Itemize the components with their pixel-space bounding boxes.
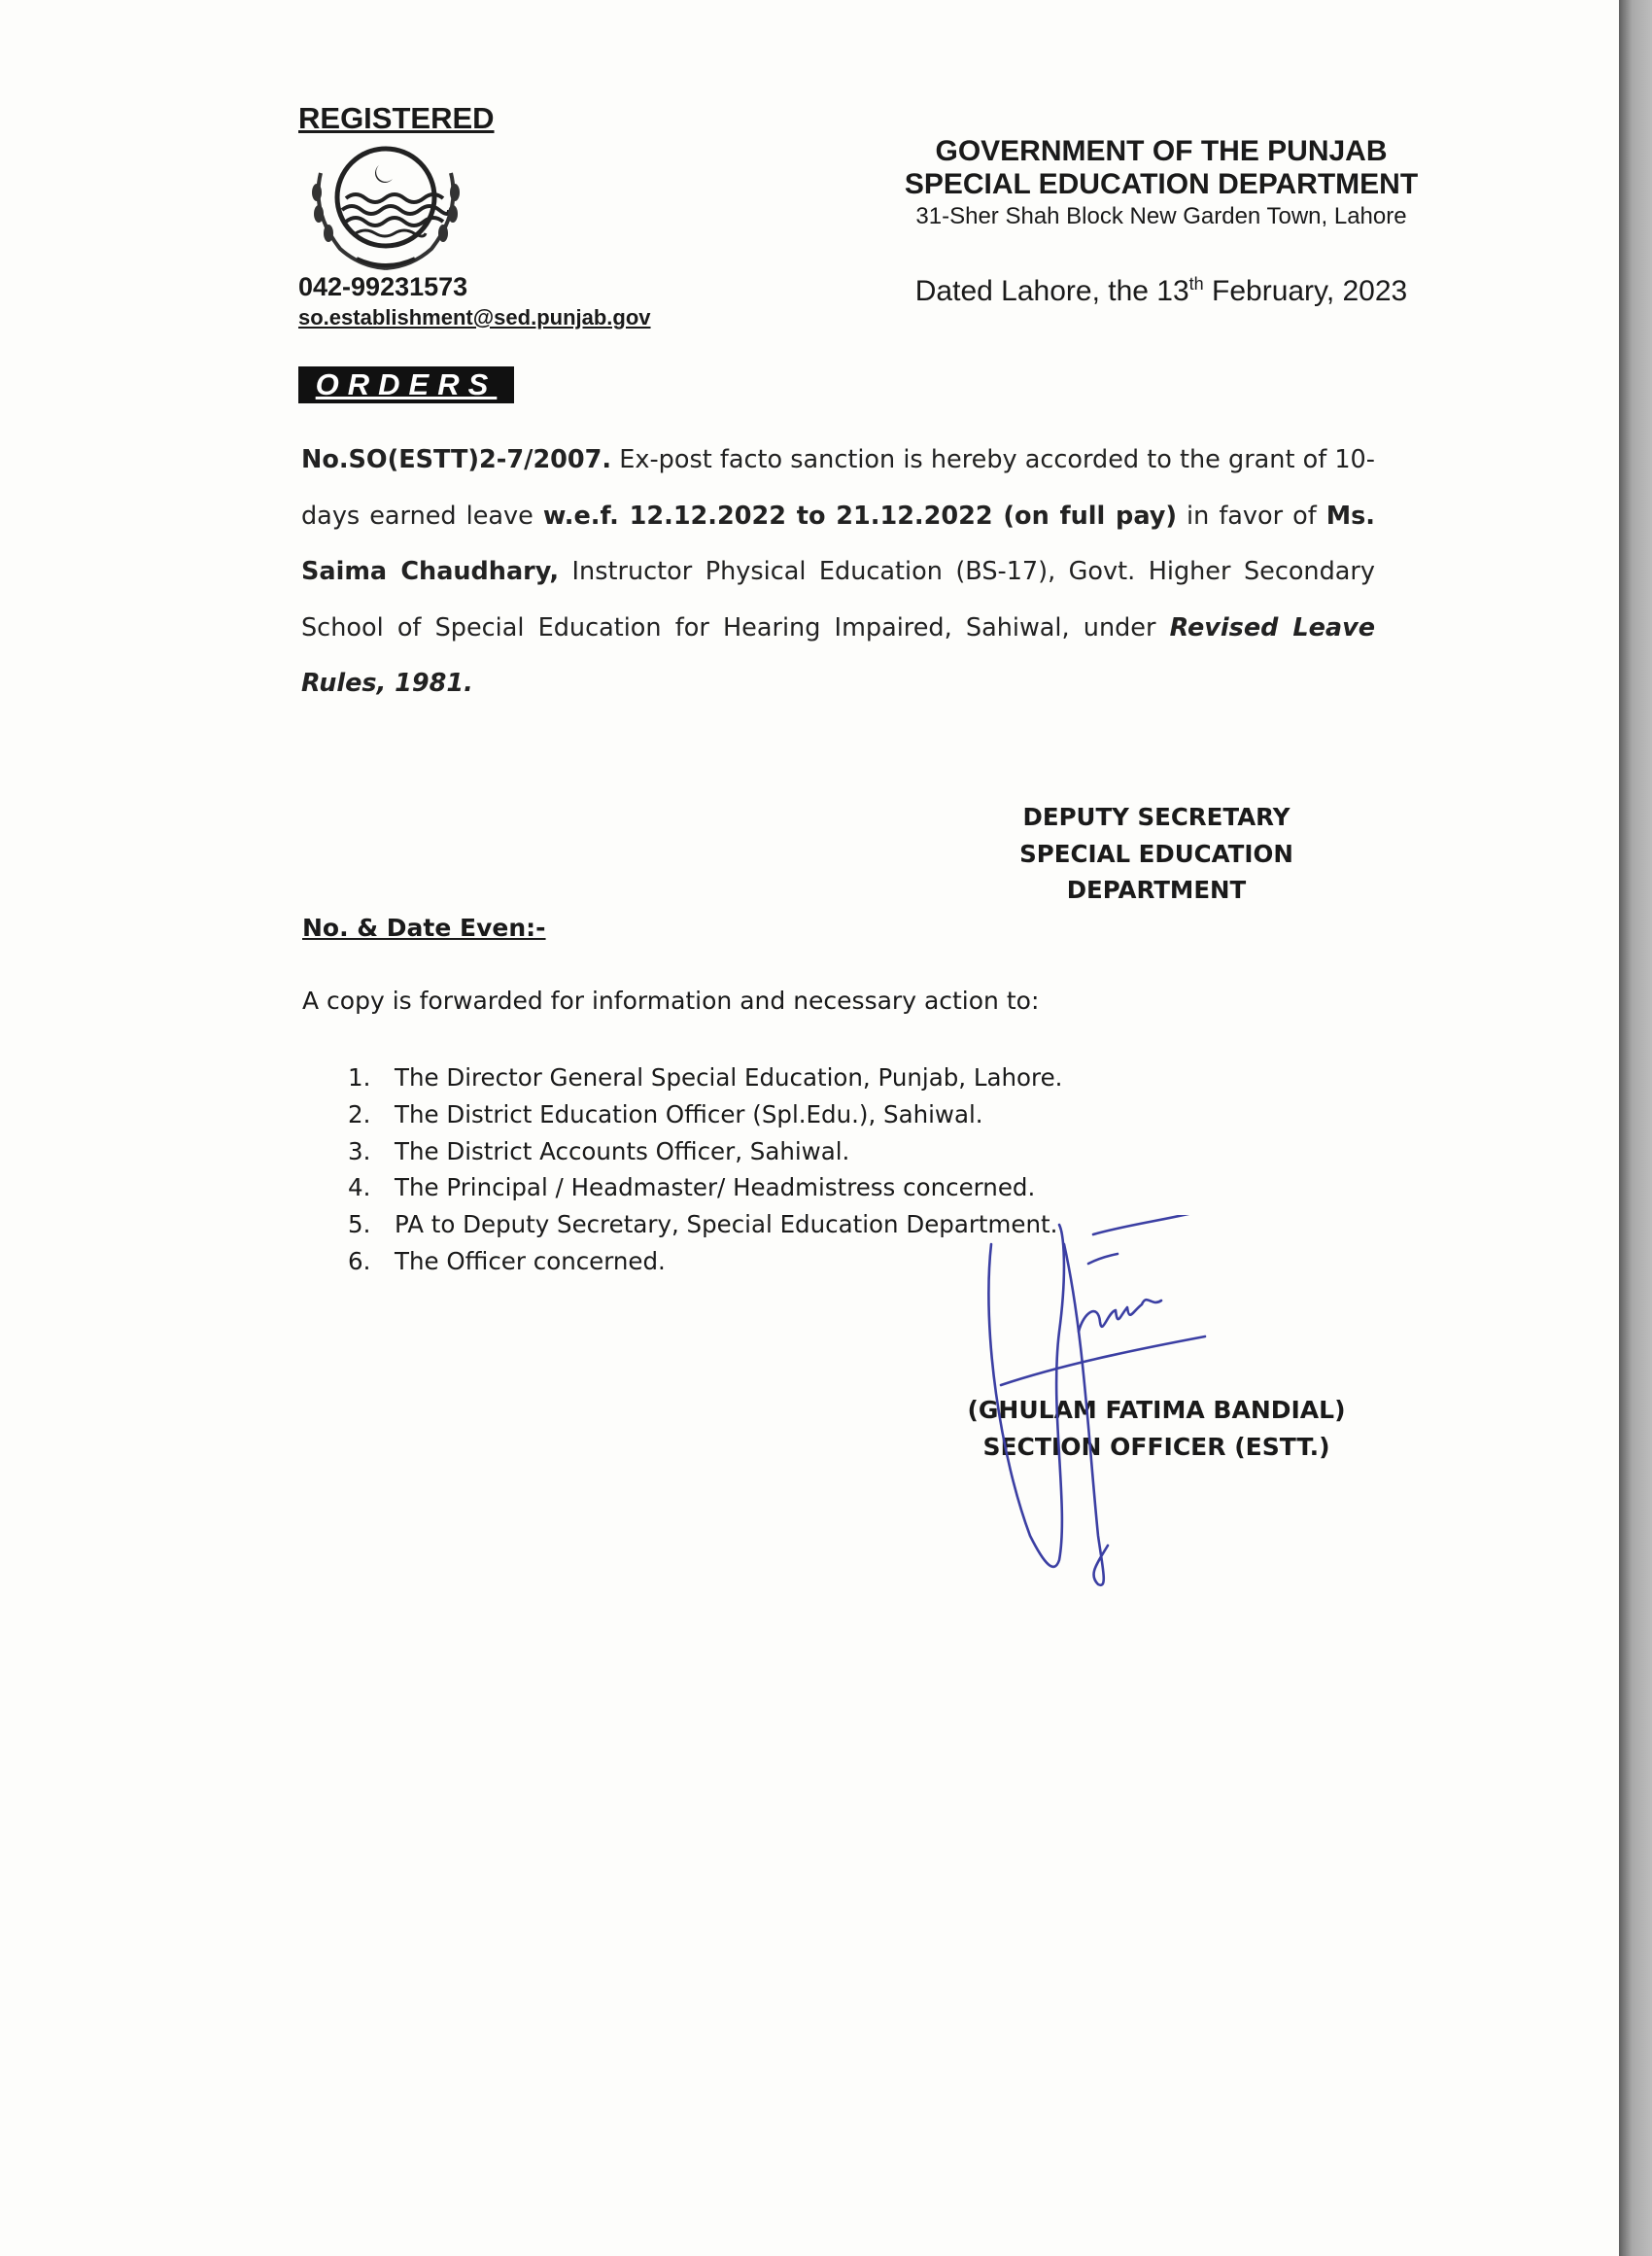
list-item — [348, 1206, 1062, 1243]
copy-intro: A copy is forwarded for information and necessary action to: — [302, 987, 1040, 1015]
scan-edge — [1619, 0, 1652, 2256]
list-item-text: The Officer concerned. — [395, 1246, 666, 1275]
copy-heading: No. & Date Even:- — [302, 914, 546, 942]
dated-suffix: February, 2023 — [1203, 275, 1408, 307]
officer-title: SECTION OFFICER (ESTT.) — [982, 1433, 1330, 1461]
list-item — [348, 1059, 1062, 1096]
list-item — [348, 1169, 1062, 1206]
punjab-government-emblem-icon — [303, 144, 468, 270]
deputy-line-2: SPECIAL EDUCATION — [1019, 839, 1293, 868]
deputy-line-3: DEPARTMENT — [1066, 876, 1247, 904]
list-item-text: The Principal / Headmaster/ Headmistress concerned. — [395, 1173, 1036, 1202]
list-item-number: 1. — [348, 1063, 371, 1092]
list-item-text: PA to Deputy Secretary, Special Education Department. — [395, 1210, 1058, 1239]
deputy-line-1: DEPUTY SECRETARY — [1022, 803, 1291, 831]
list-item — [348, 1133, 1062, 1170]
dated-prefix: Dated Lahore, the 13 — [914, 275, 1189, 307]
list-item-number: 4. — [348, 1173, 371, 1202]
department-title: SPECIAL EDUCATION DEPARTMENT — [904, 168, 1419, 200]
employee-name: Ms. Saima Chaudhary, — [301, 501, 1375, 586]
orders-heading: ORDERS — [298, 366, 514, 403]
list-item-text: The District Accounts Officer, Sahiwal. — [395, 1136, 850, 1165]
list-item-number: 5. — [348, 1210, 371, 1239]
dated-ordinal: th — [1188, 274, 1204, 294]
department-address: 31-Sher Shah Block New Garden Town, Lahore — [915, 203, 1407, 229]
dated-line — [758, 264, 1565, 311]
officer-name: (GHULAM FATIMA BANDIAL) — [967, 1396, 1346, 1424]
government-title: GOVERNMENT OF THE PUNJAB — [935, 135, 1388, 167]
registered-label: REGISTERED — [298, 101, 495, 135]
list-item — [348, 1096, 1062, 1133]
list-item-text: The Director General Special Education, Punjab, Lahore. — [395, 1063, 1063, 1092]
list-item-number: 6. — [348, 1246, 371, 1275]
order-text-2: in favor of — [1177, 501, 1326, 531]
order-text-1: Ex-post facto sanction is hereby accorded to the grant of 10-days earned leave — [301, 445, 1375, 531]
list-item-text: The District Education Officer (Spl.Edu.), Sahiwal. — [395, 1099, 983, 1128]
leave-period: w.e.f. 12.12.2022 to 21.12.2022 (on full pay) — [542, 501, 1178, 531]
email-address: so.establishment@sed.punjab.gov — [298, 305, 651, 330]
section-officer-block — [962, 1392, 1351, 1466]
list-item-number: 2. — [348, 1099, 371, 1128]
leave-rules: Revised Leave Rules, 1981. — [301, 612, 1375, 698]
order-paragraph — [301, 433, 1375, 712]
list-item — [348, 1243, 1062, 1280]
phone-number: 042-99231573 — [298, 272, 468, 301]
order-number: No.SO(ESTT)2-7/2007. — [301, 445, 612, 474]
distribution-list — [348, 1059, 1062, 1280]
list-item-number: 3. — [348, 1136, 371, 1165]
deputy-secretary-block — [991, 799, 1322, 909]
order-text-3: Instructor Physical Education (BS-17), Govt. Higher Secondary School of Special Education for Hearing Impaired, Sahiwal, under — [301, 557, 1375, 642]
